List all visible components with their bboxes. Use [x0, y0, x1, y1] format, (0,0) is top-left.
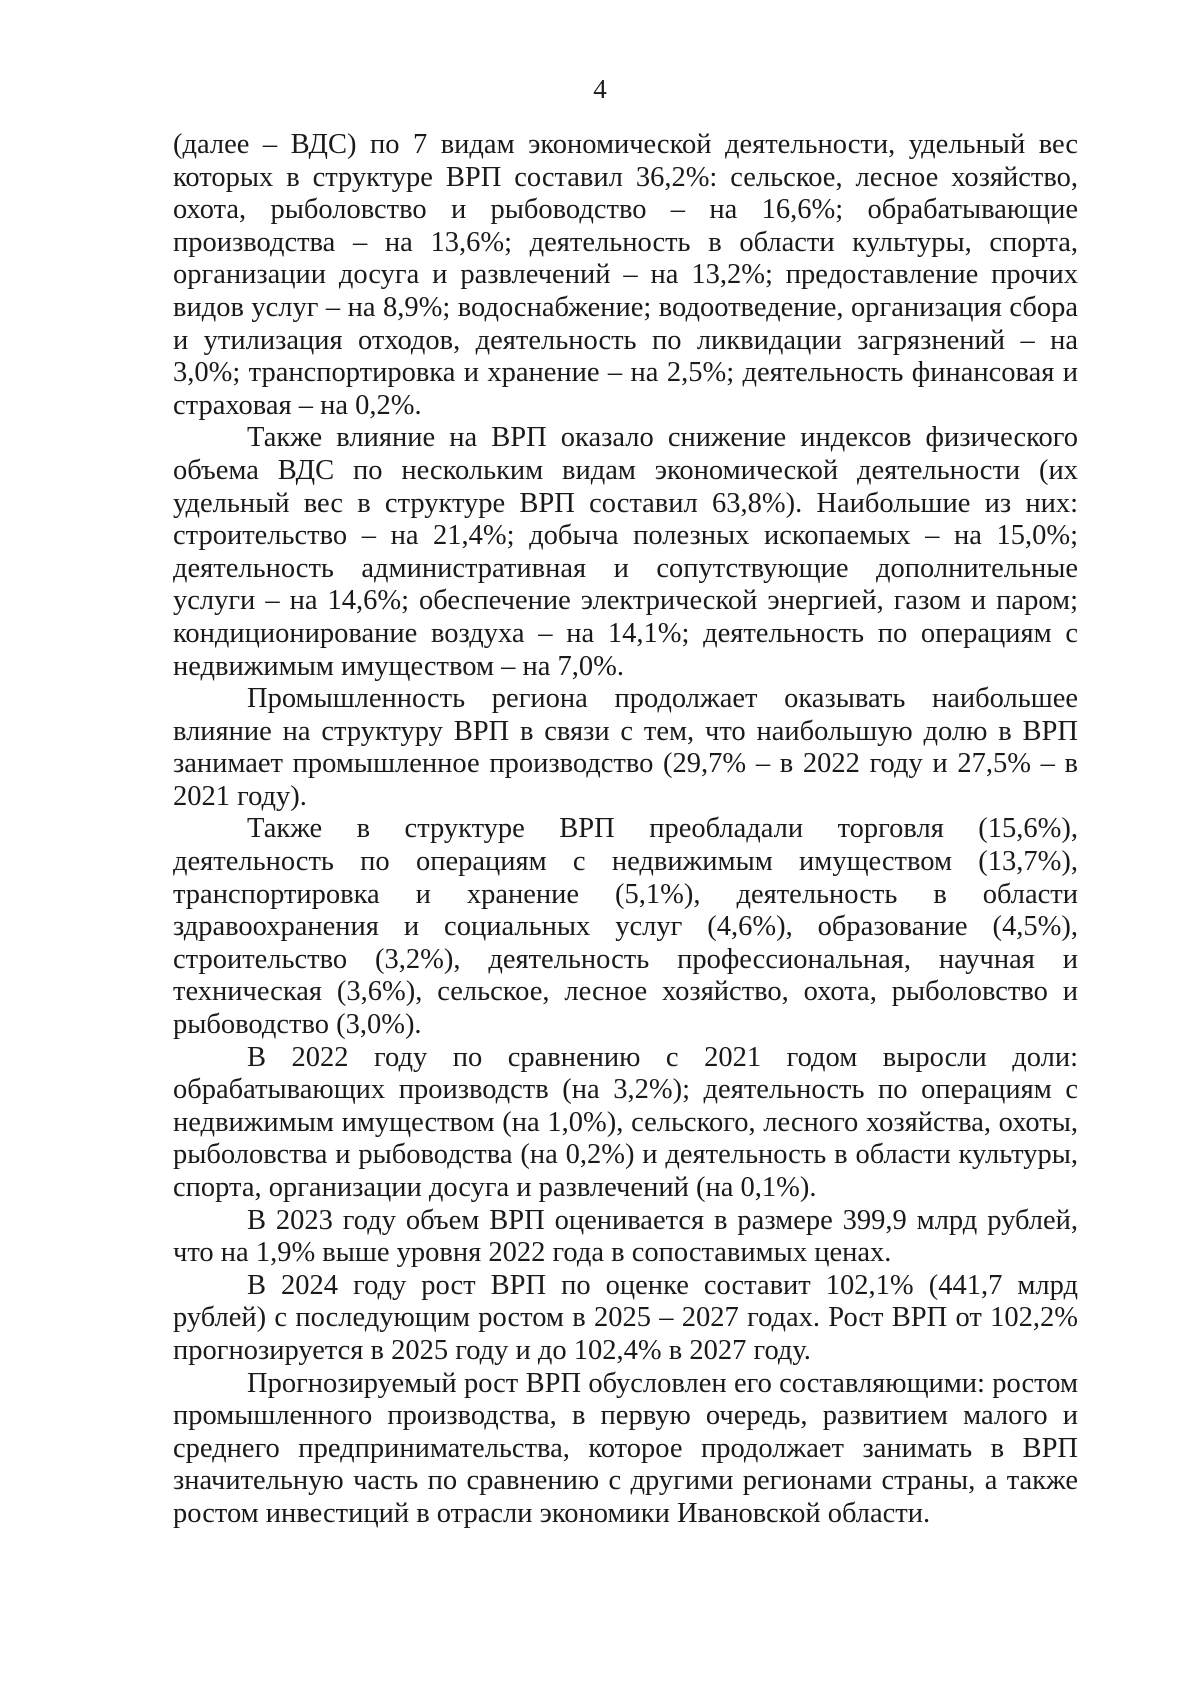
paragraph: Также влияние на ВРП оказало снижение индексов физического объема ВДС по нескольким видам экономической деятельности (их удельный вес в структуре ВРП составил 63,8%). Наибольшие из них: строительство – на 21,4%; добыча полезных ископаемых – на 15,0%; деятельность административная и сопутствующие дополнительные услуги – на 14,6%; обеспечение электрической энергией, газом и паром; кондиционирование воздуха – на 14,1%; деятельность по операциям с недвижимым имуществом – на 7,0%.: [173, 422, 1078, 682]
paragraph: Промышленность региона продолжает оказывать наибольшее влияние на структуру ВРП в связи с тем, что наибольшую долю в ВРП занимает промышленное производство (29,7% – в 2022 году и 27,5% – в 2021 году).: [173, 683, 1078, 812]
paragraph: Также в структуре ВРП преобладали торговля (15,6%), деятельность по операциям с недвижимым имуществом (13,7%), транспортировка и хранение (5,1%), деятельность в области здравоохранения и социальных услуг (4,6%), образование (4,5%), строительство (3,2%), деятельность профессиональная, научная и техническая (3,6%), сельское, лесное хозяйство, охота, рыболовство и рыбоводство (3,0%).: [173, 813, 1078, 1041]
paragraph-continuation: (далее – ВДС) по 7 видам экономической деятельности, удельный вес которых в структуре ВРП составил 36,2%: сельское, лесное хозяйство, охота, рыболовство и рыбоводство – на 16,6%; обрабатывающие производства – на 13,6%; деятельность в области культуры, спорта, организации досуга и развлечений – на 13,2%; предоставление прочих видов услуг – на 8,9%; водоснабжение; водоотведение, организация сбора и утилизация отходов, деятельность по ликвидации загрязнений – на 3,0%; транспортировка и хранение – на 2,5%; деятельность финансовая и страховая – на 0,2%.: [173, 129, 1078, 421]
paragraph: Прогнозируемый рост ВРП обусловлен его составляющими: ростом промышленного производства, в первую очередь, развитием малого и среднего предпринимательства, которое продолжает занимать в ВРП значительную часть по сравнению с другими регионами страны, а также ростом инвестиций в отрасли экономики Ивановской области.: [173, 1367, 1078, 1529]
paragraph: В 2023 году объем ВРП оценивается в размере 399,9 млрд рублей, что на 1,9% выше уровня 2022 года в сопоставимых ценах.: [173, 1204, 1078, 1269]
page-number: 4: [593, 74, 607, 104]
paragraph: В 2022 году по сравнению с 2021 годом выросли доли: обрабатывающих производств (на 3,2%); деятельность по операциям с недвижимым имуществом (на 1,0%), сельского, лесного хозяйства, охоты, рыболовства и рыбоводства (на 0,2%) и деятельность в области культуры, спорта, организации досуга и развлечений (на 0,1%).: [173, 1041, 1078, 1203]
paragraph: В 2024 году рост ВРП по оценке составит 102,1% (441,7 млрд рублей) с последующим ростом в 2025 – 2027 годах. Рост ВРП от 102,2% прогнозируется в 2025 году и до 102,4% в 2027 году.: [173, 1269, 1078, 1366]
document-body: [173, 129, 1078, 1531]
